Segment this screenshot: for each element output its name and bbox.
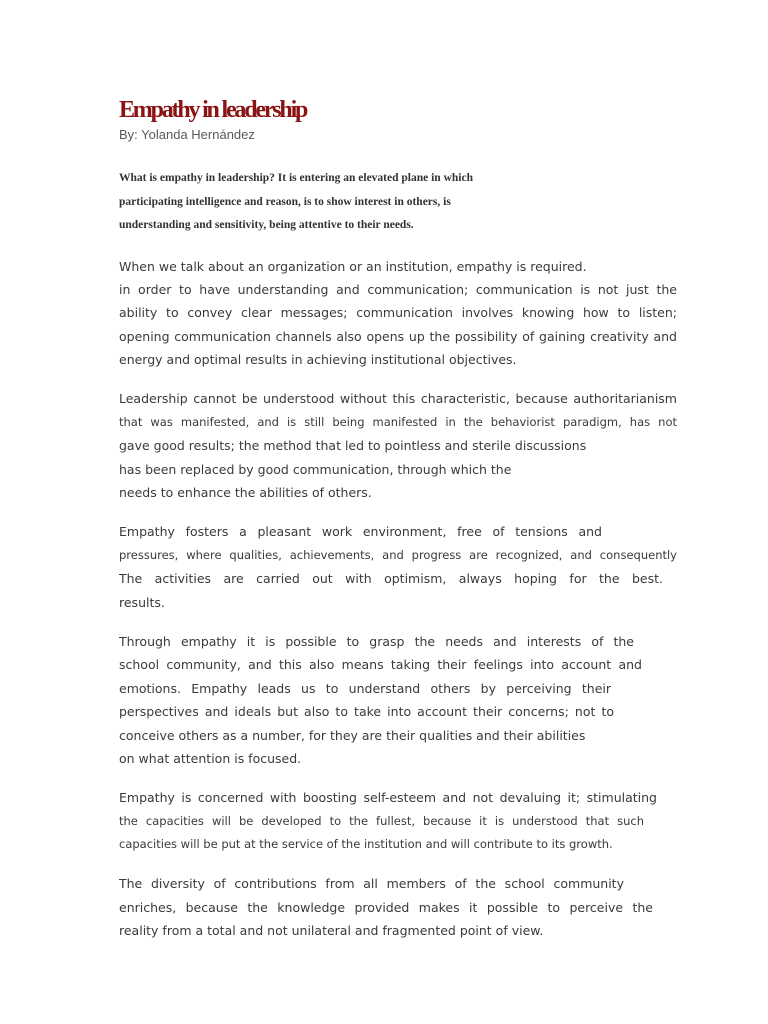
- article-byline: By: Yolanda Hernández: [119, 127, 255, 142]
- paragraph: [119, 630, 685, 770]
- paragraph-line: results.: [119, 594, 165, 610]
- document-page: [119, 96, 685, 943]
- intro-line: participating intelligence and reason, is to show interest in others, is: [119, 195, 451, 208]
- paragraph: [119, 786, 685, 856]
- paragraph-line: enriches, because the knowledge provided makes it possible to perceive the: [119, 899, 653, 915]
- paragraph-line: that was manifested, and is still being manifested in the behaviorist paradigm, has not: [119, 414, 677, 429]
- paragraph-line: Through empathy it is possible to grasp the needs and interests of the: [119, 633, 634, 649]
- article-body: [119, 255, 685, 943]
- paragraph-line: When we talk about an organization or an institution, empathy is required.: [119, 258, 587, 274]
- paragraph-line: has been replaced by good communication, through which the: [119, 461, 512, 477]
- paragraph-line: conceive others as a number, for they are their qualities and their abilities: [119, 727, 586, 743]
- paragraph-line: the capacities will be developed to the fullest, because it is understood that such: [119, 813, 644, 828]
- paragraph-line: opening communication channels also opens up the possibility of gaining creativity and: [119, 328, 677, 344]
- paragraph-line: The diversity of contributions from all members of the school community: [119, 876, 624, 892]
- paragraph: [119, 520, 685, 614]
- paragraph-line: Leadership cannot be understood without this characteristic, because authoritarianism: [119, 391, 677, 407]
- paragraph-line: perspectives and ideals but also to take into account their concerns; not to: [119, 704, 614, 720]
- paragraph-line: emotions. Empathy leads us to understand others by perceiving their: [119, 680, 611, 696]
- paragraph-line: capacities will be put at the service of the institution and will contribute to its growth.: [119, 837, 613, 852]
- paragraph-line: energy and optimal results in achieving institutional objectives.: [119, 352, 517, 368]
- article-title: Empathy in leadership: [119, 97, 307, 123]
- paragraph-line: on what attention is focused.: [119, 750, 302, 766]
- paragraph-line: ability to convey clear messages; communication involves knowing how to listen;: [119, 305, 677, 321]
- article-intro: [119, 167, 685, 238]
- intro-line: What is empathy in leadership? It is entering an elevated plane in which: [119, 172, 473, 184]
- paragraph: [119, 387, 685, 504]
- paragraph: [119, 255, 685, 372]
- paragraph-line: in order to have understanding and communication; communication is not just the: [119, 281, 677, 297]
- paragraph-line: Empathy is concerned with boosting self-esteem and not devaluing it; stimulating: [119, 790, 657, 806]
- paragraph-line: school community, and this also means taking their feelings into account and: [119, 657, 642, 673]
- paragraph-line: gave good results; the method that led to pointless and sterile discussions: [119, 438, 587, 454]
- intro-line: understanding and sensitivity, being attentive to their needs.: [119, 219, 414, 231]
- paragraph-line: reality from a total and not unilateral and fragmented point of view.: [119, 923, 544, 939]
- paragraph-line: Empathy fosters a pleasant work environment, free of tensions and: [119, 524, 602, 540]
- paragraph-line: The activities are carried out with optimism, always hoping for the best.: [119, 571, 663, 587]
- paragraph: [119, 872, 685, 942]
- paragraph-line: needs to enhance the abilities of others.: [119, 485, 372, 501]
- paragraph-line: pressures, where qualities, achievements, and progress are recognized, and consequently: [119, 547, 677, 562]
